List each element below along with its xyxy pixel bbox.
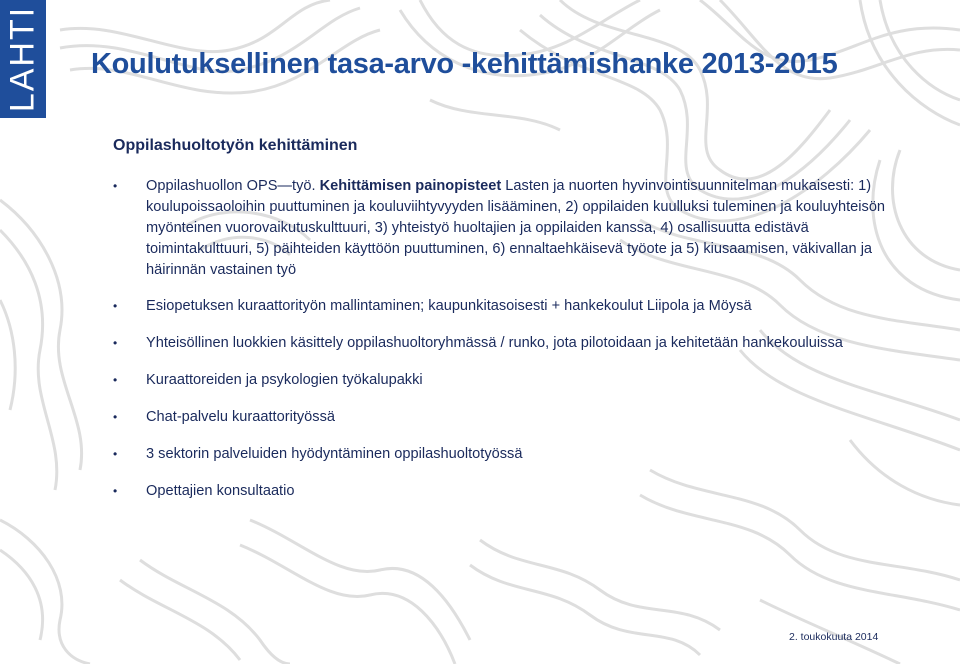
bullet-text: Chat-palvelu kuraattorityössä: [146, 409, 335, 425]
bullet-item-esiopetus: [113, 296, 903, 317]
bullet-marker: •: [113, 299, 118, 313]
lahti-logo: [0, 0, 46, 118]
bullet-marker: •: [113, 484, 118, 498]
bullet-marker: •: [113, 336, 118, 350]
bullet-item-chat: [113, 407, 903, 428]
bullet-item-sektori: [113, 444, 903, 465]
bullet-ops-bold: Kehittämisen painopisteet: [319, 178, 502, 194]
bullet-list: [113, 176, 903, 518]
bullet-marker: •: [113, 410, 118, 424]
section-subtitle: Oppilashuoltotyön kehittäminen: [113, 137, 358, 154]
footer-date: 2. toukokuuta 2014: [789, 631, 879, 643]
bullet-text: Kuraattoreiden ja psykologien työkalupakki: [146, 372, 423, 388]
bullet-item-konsultaatio: [113, 481, 903, 502]
lahti-logo-text: LAHTI: [3, 5, 42, 113]
bullet-marker: •: [113, 179, 118, 193]
bullet-text: Opettajien konsultaatio: [146, 483, 295, 499]
bullet-text: Yhteisöllinen luokkien käsittely oppilashuoltoryhmässä / runko, jota pilotoidaan ja kehitetään hankekouluissa: [146, 335, 843, 351]
bullet-marker: •: [113, 373, 118, 387]
bullet-ops-prefix: Oppilashuollon OPS—työ.: [146, 178, 320, 194]
page-title: Koulutuksellinen tasa-arvo -kehittämishanke 2013-2015: [91, 48, 838, 80]
bullet-marker: •: [113, 447, 118, 461]
bullet-ops-rest: Lasten ja nuorten hyvinvointisuunnitelman mukaisesti: 1) koulupoissaoloihin puuttuminen ja kouluviihtyvyyden lisääminen, 2) oppilaiden kuulluksi tuleminen ja kouluyhteisön myönteinen vuorovaikutuskulttuuri, 3) yhteistyö huoltajien ja oppilaiden kanssa, 4) osallisuutta edistävä toimintakulttuuri, 5) päihteiden käyttöön puuttuminen, 6) ennaltaehkäisevä työote ja 5) kiusaamisen, väkivallan ja häirinnän vastainen työ: [146, 178, 886, 278]
bullet-item-ops: [113, 176, 903, 281]
bullet-text: 3 sektorin palveluiden hyödyntäminen oppilashuoltotyössä: [146, 446, 523, 462]
bullet-item-tyokalupakki: [113, 370, 903, 391]
bullet-item-yhteisollinen: [113, 333, 903, 354]
bullet-text: Esiopetuksen kuraattorityön mallintaminen; kaupunkitasoisesti + hankekoulut Liipola ja Möysä: [146, 298, 752, 314]
